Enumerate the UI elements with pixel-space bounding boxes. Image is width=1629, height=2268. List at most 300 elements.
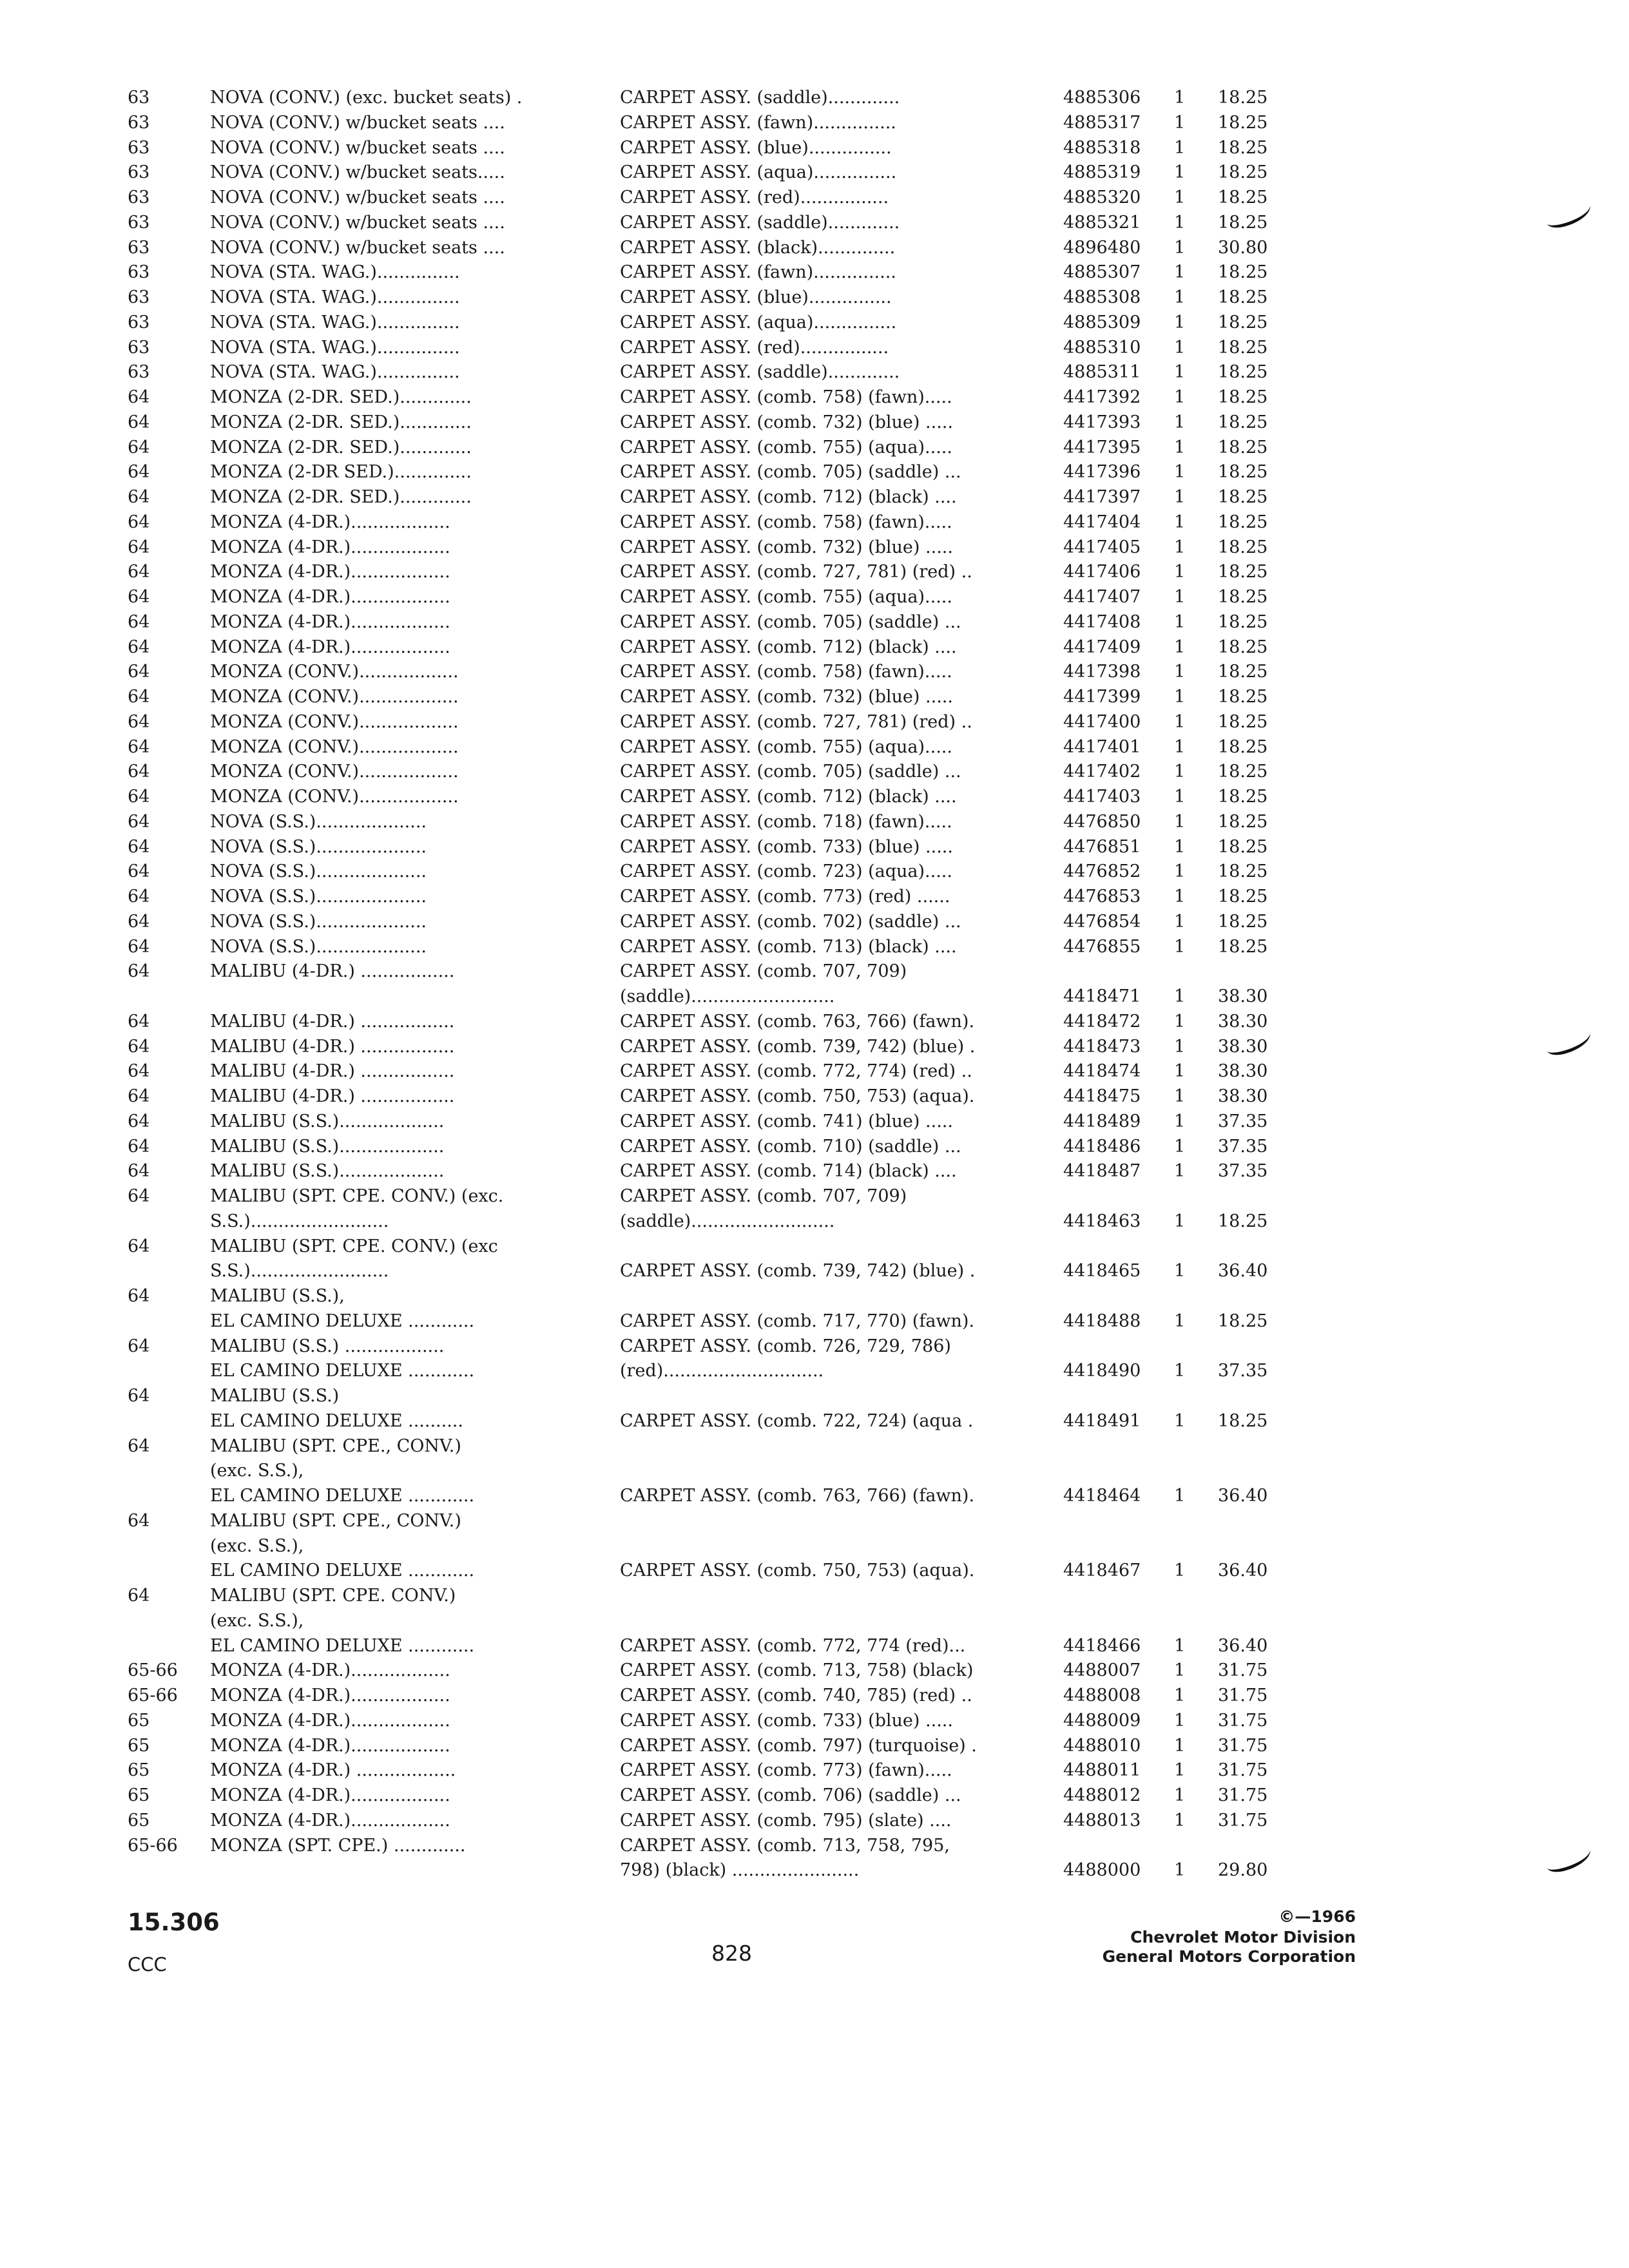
quantity-cell: 1 [1174,1486,1186,1506]
table-row [0,735,1629,761]
price-cell: 31.75 [1218,1686,1268,1706]
part-number-cell: 4417396 [1063,462,1141,483]
quantity-cell: 1 [1174,762,1186,782]
part-number-cell: 4418486 [1063,1136,1141,1157]
table-row [0,236,1629,262]
part-number-cell: 4417404 [1063,512,1141,532]
description-cell: CARPET ASSY. (comb. 726, 729, 786) [620,1336,951,1356]
table-row [0,211,1629,236]
model-cell: MONZA (CONV.).................. [210,662,459,682]
page-number: 828 [711,1941,752,1966]
part-number-cell: 4885311 [1063,362,1141,383]
description-cell: CARPET ASSY. (comb. 714) (black) .... [620,1161,957,1182]
table-row [0,835,1629,861]
year-cell: 63 [128,362,150,383]
table-row [0,410,1629,436]
section-number: 15.306 [128,1908,220,1936]
quantity-cell: 1 [1174,1860,1186,1881]
model-cell: MONZA (4-DR.).................. [210,611,450,632]
year-cell: 64 [128,1186,150,1206]
year-cell: 64 [128,711,150,732]
description-cell: CARPET ASSY. (comb. 739, 742) (blue) . [620,1261,976,1282]
table-row [0,1184,1629,1210]
part-number-cell: 4417392 [1063,387,1141,407]
year-cell: 65 [128,1760,150,1781]
quantity-cell: 1 [1174,237,1186,258]
price-cell: 31.75 [1218,1760,1268,1781]
year-cell: 64 [128,512,150,532]
model-cell: MONZA (4-DR.).................. [210,1785,450,1805]
year-cell: 64 [128,387,150,407]
price-cell: 18.25 [1218,861,1268,882]
model-cell: MALIBU (4-DR.) ................. [210,1036,455,1057]
description-cell: CARPET ASSY. (blue)............... [620,287,892,307]
quantity-cell: 1 [1174,112,1186,133]
part-number-cell: 4885308 [1063,287,1141,307]
part-number-cell: 4417393 [1063,412,1141,432]
description-cell: CARPET ASSY. (comb. 772, 774 (red)... [620,1635,966,1656]
table-row [0,1858,1629,1884]
year-cell: 65 [128,1810,150,1831]
model-cell: NOVA (S.S.).................... [210,887,427,907]
model-cell: NOVA (STA. WAG.)............... [210,362,460,383]
quantity-cell: 1 [1174,562,1186,582]
model-cell: MONZA (4-DR.).................. [210,537,450,557]
table-row [0,1434,1629,1460]
quantity-cell: 1 [1174,986,1186,1006]
description-cell: (red)............................. [620,1361,824,1381]
part-number-cell: 4417407 [1063,587,1141,607]
year-cell: 64 [128,762,150,782]
price-cell: 38.30 [1218,1036,1268,1057]
table-row [0,460,1629,486]
table-row [0,1459,1629,1485]
description-cell: CARPET ASSY. (comb. 733) (blue) ..... [620,1710,953,1731]
description-cell: CARPET ASSY. (comb. 755) (aqua)..... [620,437,952,457]
table-row [0,1809,1629,1834]
year-cell: 64 [128,861,150,882]
model-cell: MALIBU (S.S.)................... [210,1136,445,1157]
price-cell: 18.25 [1218,936,1268,957]
price-cell: 38.30 [1218,1061,1268,1082]
price-cell: 18.25 [1218,1311,1268,1331]
part-number-cell: 4476854 [1063,911,1141,932]
table-row [0,1209,1629,1235]
quantity-cell: 1 [1174,1036,1186,1057]
table-row [0,1783,1629,1809]
year-cell: 64 [128,412,150,432]
price-cell: 18.25 [1218,637,1268,657]
description-cell: CARPET ASSY. (comb. 712) (black) .... [620,487,957,507]
price-cell: 18.25 [1218,387,1268,407]
part-number-cell: 4418464 [1063,1486,1141,1506]
quantity-cell: 1 [1174,1111,1186,1131]
price-cell: 37.35 [1218,1161,1268,1182]
table-row [0,585,1629,611]
part-number-cell: 4418491 [1063,1410,1141,1431]
quantity-cell: 1 [1174,711,1186,732]
description-cell: CARPET ASSY. (comb. 732) (blue) ..... [620,537,953,557]
price-cell: 18.25 [1218,112,1268,133]
table-row [0,760,1629,785]
table-row [0,186,1629,211]
part-number-cell: 4885319 [1063,162,1141,183]
quantity-cell: 1 [1174,637,1186,657]
model-cell: MONZA (2-DR. SED.)............. [210,487,472,507]
quantity-cell: 1 [1174,512,1186,532]
year-cell: 64 [128,1510,150,1531]
part-number-cell: 4417398 [1063,662,1141,682]
price-cell: 30.80 [1218,237,1268,258]
model-cell: S.S.)......................... [210,1261,389,1282]
part-number-cell: 4885306 [1063,88,1141,108]
part-number-cell: 4418472 [1063,1011,1141,1032]
model-cell: MONZA (CONV.).................. [210,787,459,807]
description-cell: CARPET ASSY. (comb. 723) (aqua)..... [620,861,952,882]
model-cell: MALIBU (SPT. CPE. CONV.) (exc [210,1236,498,1256]
quantity-cell: 1 [1174,437,1186,457]
quantity-cell: 1 [1174,1086,1186,1106]
description-cell: CARPET ASSY. (comb. 795) (slate) .... [620,1810,952,1831]
description-cell: CARPET ASSY. (comb. 718) (fawn)..... [620,811,952,832]
table-row [0,685,1629,711]
table-row [0,935,1629,961]
quantity-cell: 1 [1174,1211,1186,1231]
price-cell: 36.40 [1218,1261,1268,1282]
year-cell: 64 [128,887,150,907]
model-cell: MONZA (4-DR.).................. [210,587,450,607]
table-row [0,1709,1629,1735]
table-row [0,635,1629,661]
model-cell: EL CAMINO DELUXE ............ [210,1635,475,1656]
description-cell: CARPET ASSY. (comb. 763, 766) (fawn). [620,1011,975,1032]
description-cell: CARPET ASSY. (comb. 758) (fawn)..... [620,512,952,532]
quantity-cell: 1 [1174,1410,1186,1431]
model-cell: NOVA (STA. WAG.)............... [210,337,460,358]
quantity-cell: 1 [1174,736,1186,757]
year-cell: 63 [128,337,150,358]
description-cell: CARPET ASSY. (comb. 755) (aqua)..... [620,587,952,607]
table-row [0,535,1629,561]
year-cell: 65-66 [128,1835,178,1856]
year-cell: 64 [128,1136,150,1157]
part-number-cell: 4885317 [1063,112,1141,133]
part-number-cell: 4476852 [1063,861,1141,882]
part-number-cell: 4488000 [1063,1860,1141,1881]
year-cell: 64 [128,1436,150,1456]
price-cell: 29.80 [1218,1860,1268,1881]
model-cell: MALIBU (SPT. CPE., CONV.) [210,1436,461,1456]
table-row [0,1259,1629,1285]
quantity-cell: 1 [1174,362,1186,383]
year-cell: 64 [128,1086,150,1106]
quantity-cell: 1 [1174,861,1186,882]
description-cell: CARPET ASSY. (comb. 772, 774) (red) .. [620,1061,972,1082]
model-cell: MALIBU (S.S.) .................. [210,1336,445,1356]
price-cell: 36.40 [1218,1561,1268,1581]
description-cell: CARPET ASSY. (red)................ [620,337,889,358]
table-row [0,1309,1629,1335]
model-cell: NOVA (CONV.) w/bucket seats..... [210,162,505,183]
year-cell: 63 [128,88,150,108]
price-cell: 31.75 [1218,1785,1268,1805]
quantity-cell: 1 [1174,1136,1186,1157]
table-row [0,1734,1629,1760]
description-cell: CARPET ASSY. (comb. 706) (saddle) ... [620,1785,961,1805]
quantity-cell: 1 [1174,587,1186,607]
year-cell: 64 [128,961,150,982]
table-row [0,1559,1629,1584]
price-cell: 37.35 [1218,1136,1268,1157]
price-cell: 18.25 [1218,537,1268,557]
part-number-cell: 4418487 [1063,1161,1141,1182]
price-cell: 18.25 [1218,587,1268,607]
part-number-cell: 4885310 [1063,337,1141,358]
description-cell: CARPET ASSY. (comb. 713) (black) .... [620,936,957,957]
price-cell: 18.25 [1218,562,1268,582]
quantity-cell: 1 [1174,88,1186,108]
description-cell: (saddle).......................... [620,986,835,1006]
description-cell: CARPET ASSY. (comb. 707, 709) [620,961,907,982]
part-number-cell: 4885309 [1063,312,1141,332]
model-cell: EL CAMINO DELUXE ............ [210,1311,475,1331]
model-cell: NOVA (STA. WAG.)............... [210,262,460,283]
price-cell: 18.25 [1218,137,1268,158]
copyright: ©—1966 [1278,1907,1356,1926]
year-cell: 63 [128,112,150,133]
year-cell: 64 [128,611,150,632]
model-cell: NOVA (CONV.) w/bucket seats .... [210,137,505,158]
part-number-cell: 4418475 [1063,1086,1141,1106]
part-number-cell: 4488013 [1063,1810,1141,1831]
description-cell: CARPET ASSY. (comb. 707, 709) [620,1186,907,1206]
model-cell: (exc. S.S.), [210,1461,304,1481]
price-cell: 31.75 [1218,1660,1268,1681]
year-cell: 64 [128,587,150,607]
part-number-cell: 4885318 [1063,137,1141,158]
description-cell: CARPET ASSY. (comb. 717, 770) (fawn). [620,1311,975,1331]
division-name: Chevrolet Motor Division [1130,1928,1356,1946]
table-row [0,86,1629,111]
description-cell: CARPET ASSY. (comb. 740, 785) (red) .. [620,1686,972,1706]
part-number-cell: 4476853 [1063,887,1141,907]
quantity-cell: 1 [1174,462,1186,483]
model-cell: MALIBU (S.S.)................... [210,1161,445,1182]
year-cell: 63 [128,137,150,158]
quantity-cell: 1 [1174,412,1186,432]
model-cell: (exc. S.S.), [210,1610,304,1631]
model-cell: MALIBU (S.S.)................... [210,1111,445,1131]
year-cell: 63 [128,212,150,233]
table-row [0,710,1629,736]
description-cell: CARPET ASSY. (saddle)............. [620,88,900,108]
quantity-cell: 1 [1174,1785,1186,1805]
price-cell: 18.25 [1218,312,1268,332]
description-cell: CARPET ASSY. (comb. 797) (turquoise) . [620,1735,977,1756]
quantity-cell: 1 [1174,1161,1186,1182]
price-cell: 18.25 [1218,412,1268,432]
quantity-cell: 1 [1174,287,1186,307]
model-cell: NOVA (CONV.) w/bucket seats .... [210,212,505,233]
table-row [0,660,1629,686]
description-cell: CARPET ASSY. (comb. 741) (blue) ..... [620,1111,953,1131]
model-cell: EL CAMINO DELUXE ............ [210,1561,475,1581]
table-row [0,436,1629,461]
description-cell: CARPET ASSY. (comb. 750, 753) (aqua). [620,1086,975,1106]
part-number-cell: 4476850 [1063,811,1141,832]
year-cell: 63 [128,312,150,332]
model-cell: MONZA (SPT. CPE.) ............. [210,1835,466,1856]
year-cell: 64 [128,562,150,582]
part-number-cell: 4417402 [1063,762,1141,782]
model-cell: MALIBU (SPT. CPE. CONV.) [210,1586,456,1606]
table-row [0,910,1629,936]
model-cell: NOVA (S.S.).................... [210,911,427,932]
model-cell: NOVA (STA. WAG.)............... [210,312,460,332]
table-row [0,1758,1629,1784]
part-number-cell: 4417400 [1063,711,1141,732]
quantity-cell: 1 [1174,1261,1186,1282]
quantity-cell: 1 [1174,212,1186,233]
quantity-cell: 1 [1174,1810,1186,1831]
price-cell: 18.25 [1218,711,1268,732]
model-cell: MONZA (4-DR.).................. [210,1686,450,1706]
model-cell: NOVA (S.S.).................... [210,936,427,957]
year-cell: 64 [128,936,150,957]
table-row [0,1334,1629,1360]
description-cell: CARPET ASSY. (comb. 722, 724) (aqua . [620,1410,974,1431]
table-row [0,785,1629,811]
quantity-cell: 1 [1174,1635,1186,1656]
part-number-cell: 4417406 [1063,562,1141,582]
description-cell: CARPET ASSY. (comb. 773) (red) ...... [620,887,950,907]
table-row [0,1159,1629,1185]
quantity-cell: 1 [1174,162,1186,183]
year-cell: 65-66 [128,1660,178,1681]
part-number-cell: 4418489 [1063,1111,1141,1131]
price-cell: 18.25 [1218,212,1268,233]
part-number-cell: 4418471 [1063,986,1141,1006]
year-cell: 64 [128,1386,150,1406]
quantity-cell: 1 [1174,1760,1186,1781]
quantity-cell: 1 [1174,1011,1186,1032]
price-cell: 18.25 [1218,487,1268,507]
price-cell: 18.25 [1218,362,1268,383]
table-row [0,510,1629,536]
quantity-cell: 1 [1174,1660,1186,1681]
quantity-cell: 1 [1174,687,1186,707]
price-cell: 18.25 [1218,662,1268,682]
model-cell: MONZA (4-DR.).................. [210,512,450,532]
year-cell: 64 [128,687,150,707]
table-row [0,1084,1629,1110]
year-cell: 65-66 [128,1686,178,1706]
year-cell: 64 [128,911,150,932]
model-cell: NOVA (CONV.) w/bucket seats .... [210,237,505,258]
price-cell: 18.25 [1218,762,1268,782]
price-cell: 18.25 [1218,88,1268,108]
quantity-cell: 1 [1174,662,1186,682]
part-number-cell: 4885307 [1063,262,1141,283]
model-cell: MONZA (4-DR.).................. [210,1660,450,1681]
quantity-cell: 1 [1174,936,1186,957]
model-cell: NOVA (S.S.).................... [210,811,427,832]
catalog-code: CCC [128,1954,167,1975]
table-row [0,160,1629,186]
part-number-cell: 4418490 [1063,1361,1141,1381]
year-cell: 64 [128,1061,150,1082]
table-row [0,1135,1629,1160]
model-cell: MONZA (4-DR.).................. [210,562,450,582]
model-cell: MONZA (4-DR.) .................. [210,1760,456,1781]
part-number-cell: 4417399 [1063,687,1141,707]
part-number-cell: 4417405 [1063,537,1141,557]
quantity-cell: 1 [1174,387,1186,407]
table-row [0,285,1629,311]
quantity-cell: 1 [1174,1710,1186,1731]
price-cell: 18.25 [1218,287,1268,307]
year-cell: 64 [128,437,150,457]
table-row [0,1035,1629,1061]
year-cell: 64 [128,836,150,857]
description-cell: CARPET ASSY. (fawn)............... [620,262,896,283]
model-cell: MONZA (CONV.).................. [210,687,459,707]
description-cell: CARPET ASSY. (comb. 712) (black) .... [620,637,957,657]
price-cell: 18.25 [1218,337,1268,358]
quantity-cell: 1 [1174,187,1186,207]
part-number-cell: 4488012 [1063,1785,1141,1805]
description-cell: CARPET ASSY. (comb. 755) (aqua)..... [620,736,952,757]
year-cell: 63 [128,162,150,183]
description-cell: CARPET ASSY. (comb. 713, 758) (black) [620,1660,974,1681]
table-row [0,1609,1629,1635]
part-number-cell: 4476851 [1063,836,1141,857]
description-cell: CARPET ASSY. (comb. 763, 766) (fawn). [620,1486,975,1506]
table-row [0,260,1629,286]
table-row [0,959,1629,985]
table-row [0,360,1629,386]
description-cell: CARPET ASSY. (comb. 733) (blue) ..... [620,836,953,857]
year-cell: 64 [128,1036,150,1057]
table-row [0,985,1629,1010]
model-cell: MONZA (2-DR. SED.)............. [210,412,472,432]
model-cell: EL CAMINO DELUXE ............ [210,1486,475,1506]
table-row [0,1110,1629,1135]
part-number-cell: 4417408 [1063,611,1141,632]
price-cell: 18.25 [1218,512,1268,532]
year-cell: 64 [128,1161,150,1182]
table-row [0,1509,1629,1535]
price-cell: 36.40 [1218,1635,1268,1656]
table-row [0,1634,1629,1660]
description-cell: CARPET ASSY. (comb. 773) (fawn)..... [620,1760,952,1781]
year-cell: 64 [128,637,150,657]
description-cell: CARPET ASSY. (comb. 702) (saddle) ... [620,911,961,932]
description-cell: 798) (black) ....................... [620,1860,860,1881]
quantity-cell: 1 [1174,1561,1186,1581]
description-cell: (saddle).......................... [620,1211,835,1231]
table-row [0,1409,1629,1435]
part-number-cell: 4488008 [1063,1686,1141,1706]
description-cell: CARPET ASSY. (comb. 732) (blue) ..... [620,687,953,707]
table-row [0,111,1629,137]
price-cell: 18.25 [1218,687,1268,707]
year-cell: 64 [128,787,150,807]
year-cell: 64 [128,1011,150,1032]
price-cell: 18.25 [1218,787,1268,807]
table-row [0,1534,1629,1560]
table-row [0,336,1629,361]
